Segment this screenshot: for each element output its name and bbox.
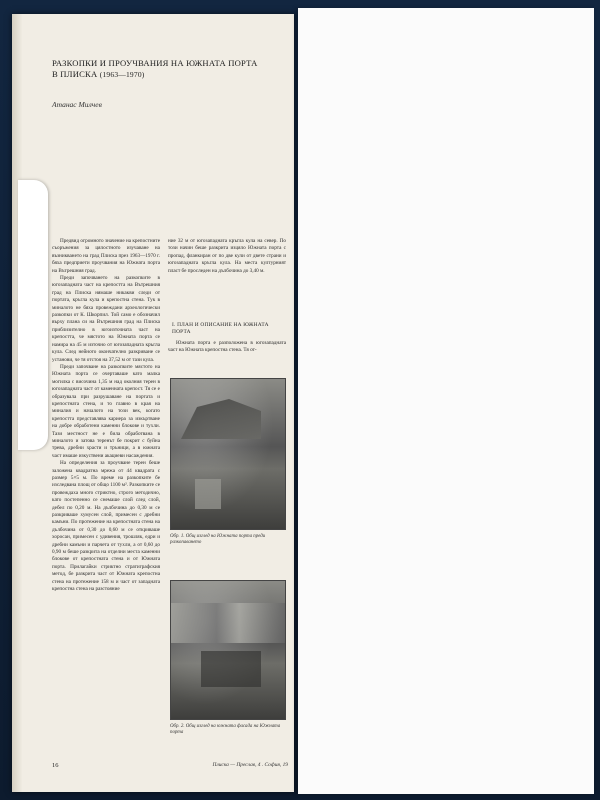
photo-south-gate-facade xyxy=(170,580,286,720)
title-years: (1963—1970) xyxy=(99,70,145,79)
figure-caption-1: Обр. 1. Общ изглед на Южната порта преди разкопаването xyxy=(170,534,266,546)
running-footer: Плиска — Преслав, 4 . София, 19 xyxy=(212,762,288,768)
section-heading: I. ПЛАН И ОПИСАНИЕ НА ЮЖНАТА ПОРТА xyxy=(172,322,269,335)
paper-flap xyxy=(18,180,48,450)
paragraph: Предвид огромното значение на крепостните съоръжения за цялостното изучаване на възникването на град Плиска през 1963—1970 г. бяха предприети проучвания на Южната порта на Вътрешния град. xyxy=(52,238,160,274)
paragraph: Южната порта е разположена в югозападната част на Южната крепостна стена. Тя от- xyxy=(168,340,286,354)
text-column-left xyxy=(52,238,160,736)
photo-south-gate-before-excavation xyxy=(170,378,286,530)
paragraph: Преди започване на разкопките мястото на Южната порта се очертаваше като малка могилка с височина 1,35 м над околния терен в югозападната част от каменната крепост. Тя се е образувала при разрушаване на портата и крепостната стена, и то главно в края на миналия и началото на този век, когато крепостта представлява кариера за изкъртване на добре обработени каменни блокове и тухли. Тази местност не е била обработвана в миналото и затова теренът бе покрит с буйна трева, дребни храсти и тръници, а в южната част имаше изкуствени акациеви насаждения. xyxy=(52,363,160,459)
text-column-right xyxy=(168,238,286,302)
title-line-1: РАЗКОПКИ И ПРОУЧВАНИЯ НА ЮЖНАТА ПОРТА xyxy=(52,58,258,68)
right-blank-page xyxy=(298,8,594,794)
paragraph: На определения за проучване терен беше заложена квадратна мрежа от 44 квадрата с размер 5×5 м. По време на разкопките бе изследвана площ от общо 1100 м². Разкопките се провеждаха много стриктно, строго методично, като постепенно се снемаше слой след слой, дебел по 0,20 м. На дълбочина до 0,30 м се разкриваше хумусен слой, примесен с дребни камъни. По протежение на крепостната стена на дълбочина от 0,30 до 0,60 м се откриваше хоросан, примесен с удивения, трошляк, едри и дребни камъни и парчета от тухли, а от 0,60 до 0,90 м беше разкрита на отделни места каменни блокове от крепостната стена и от Южната порта. Прилагайки стриктно стратиграфския метод, бе разкрита част от Южната крепостна стена на протежение 158 м и част от западната крепостна стена на разстояние xyxy=(52,460,160,593)
article-title xyxy=(52,58,284,80)
paragraph: ние 32 м от югозападната кръгла кула на север. По този начин беше разкрита изцяло Южната порта с пропад, фланкиран от по две кули от двете страни и югозападната кръгла кула. На места културният пласт бе проследен на дълбочина до 3,40 м. xyxy=(168,238,286,274)
figure-caption-2: Обр. 2. Общ изглед на южната фасада на Южната порта xyxy=(170,724,281,736)
title-line-2: В ПЛИСКА xyxy=(52,69,98,79)
page-number: 16 xyxy=(52,762,59,769)
paragraph: Преди започването на разкопките в югозападната част на крепостта на Вътрешния град на Плиска нямаше никакви следи от портата, кръгла кула и крепостна стена. Тук в миналото не бяха провеждани археологически разкопки от К. Шкорпил. Той само е обозначил върху плана си на Вътрешния град на Плиска приблизително в югоизточната част на крепостта, че мястото на Южната порта се намира на 45 м източно от югозападната кръгла кула. След нейното окончателно разкриване се установи, че тя отстоя на 37,52 м от тази кула. xyxy=(52,275,160,363)
author-name: Атанас Милчев xyxy=(52,100,102,109)
section-intro-text xyxy=(168,340,286,360)
